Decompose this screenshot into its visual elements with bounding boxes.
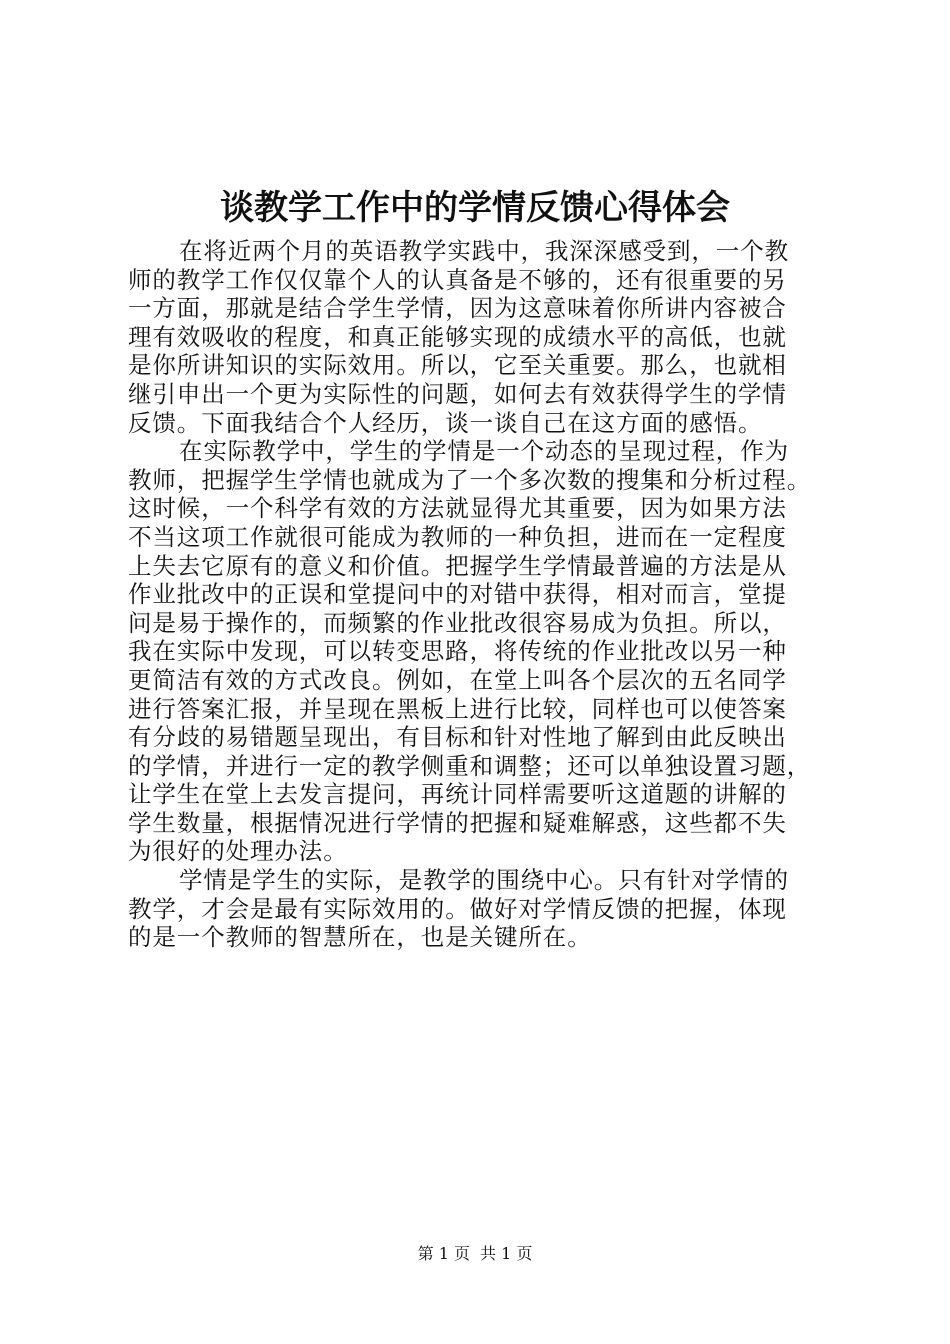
- text-line: 教师，把握学生学情也就成为了一个多次数的搜集和分析过程。: [128, 465, 812, 494]
- text-line: 在将近两个月的英语教学实践中，我深深感受到，一个教: [179, 237, 789, 265]
- text-line: 这时候，一个科学有效的方法就显得尤其重要，因为如果方法: [128, 494, 787, 523]
- paragraph-3: [128, 866, 828, 952]
- page-number: 第 1 页: [417, 1244, 470, 1263]
- document-title: 谈教学工作中的学情反馈心得体会: [220, 188, 730, 228]
- text-line: 作业批改中的正误和堂提问中的对错中获得，相对而言，堂提: [128, 580, 787, 609]
- text-line: 上失去它原有的意义和价值。把握学生学情最普遍的方法是从: [128, 551, 787, 580]
- text-line: 学生数量，根据情况进行学情的把握和疑难解惑，这些都不失: [128, 808, 787, 837]
- text-line: 更简洁有效的方式改良。例如，在堂上叫各个层次的五名同学: [128, 665, 787, 694]
- text-line: 理有效吸收的程度，和真正能够实现的成绩水平的高低，也就: [128, 322, 787, 351]
- text-line: 不当这项工作就很可能成为教师的一种负担，进而在一定程度: [128, 522, 787, 551]
- text-line: 的是一个教师的智慧所在，也是关键所在。: [128, 923, 592, 952]
- text-line: 师的教学工作仅仅靠个人的认真备是不够的，还有很重要的另: [128, 265, 787, 294]
- text-line: 为很好的处理办法。: [128, 837, 348, 866]
- document-body: [128, 237, 828, 952]
- text-line: 在实际教学中，学生的学情是一个动态的呈现过程，作为: [179, 437, 789, 466]
- page-total: 共 1 页: [480, 1244, 533, 1263]
- text-line: 的学情，并进行一定的教学侧重和调整；还可以单独设置习题，: [128, 751, 812, 780]
- paragraph-1: [128, 237, 828, 437]
- text-line: 继引申出一个更为实际性的问题，如何去有效获得学生的学情: [128, 379, 787, 408]
- text-line: 教学，才会是最有实际效用的。做好对学情反馈的把握，体现: [128, 894, 787, 923]
- text-line: 问是易于操作的，而频繁的作业批改很容易成为负担。所以，: [128, 608, 787, 637]
- text-line: 我在实际中发现，可以转变思路，将传统的作业批改以另一种: [128, 637, 787, 666]
- text-line: 是你所讲知识的实际效用。所以，它至关重要。那么，也就相: [128, 351, 787, 380]
- text-line: 进行答案汇报，并呈现在黑板上进行比较，同样也可以使答案: [128, 694, 787, 723]
- text-line: 反馈。下面我结合个人经历，谈一谈自己在这方面的感悟。: [128, 408, 763, 437]
- text-line: 学情是学生的实际，是教学的围绕中心。只有针对学情的: [179, 866, 789, 895]
- text-line: 有分歧的易错题呈现出，有目标和针对性地了解到由此反映出: [128, 723, 787, 752]
- text-line: 让学生在堂上去发言提问，再统计同样需要听这道题的讲解的: [128, 780, 787, 809]
- paragraph-2: [128, 437, 828, 866]
- page-footer: [0, 1243, 950, 1265]
- text-line: 一方面，那就是结合学生学情，因为这意味着你所讲内容被合: [128, 294, 787, 323]
